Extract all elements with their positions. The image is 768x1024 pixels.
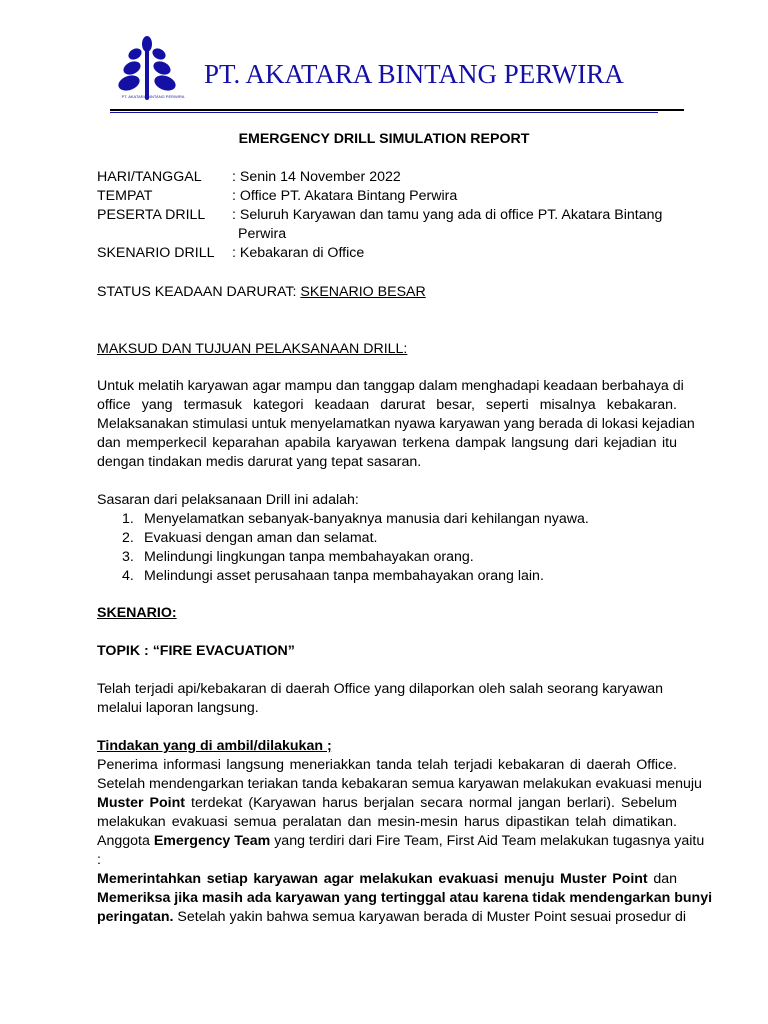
paragraph-line: Melaksanakan stimulasi untuk menyelamatkan nyawa karyawan yang berada di lokasi kejadian: [97, 416, 695, 432]
section-heading-skenario: SKENARIO:: [97, 605, 177, 621]
info-label: TEMPAT: [97, 188, 153, 204]
info-row-hari: [97, 168, 401, 188]
paragraph-text: dan: [647, 871, 677, 887]
logo-caption: PT. AKATARA BINTANG PERWIRA: [121, 94, 185, 99]
header-divider: [110, 109, 684, 111]
paragraph-line: melalui laporan langsung.: [97, 700, 259, 716]
list-text: Melindungi asset perusahaan tanpa membahayakan orang lain.: [144, 568, 544, 584]
paragraph-line: Penerima informasi langsung meneriakkan tanda telah terjadi kebakaran di daerah Office.: [97, 757, 677, 773]
paragraph-text: Setelah yakin bahwa semua karyawan berada di Muster Point sesuai prosedur di: [173, 909, 687, 925]
info-value: : Seluruh Karyawan dan tamu yang ada di office PT. Akatara Bintang: [232, 207, 663, 223]
emphasis-text: peringatan.: [97, 909, 174, 925]
paragraph-line: [97, 794, 677, 814]
paragraph-line: Telah terjadi api/kebakaran di daerah Office yang dilaporkan oleh salah seorang karyawan: [97, 681, 664, 697]
company-name: PT. AKATARA BINTANG PERWIRA: [204, 59, 624, 89]
paragraph-text: Anggota: [97, 833, 154, 849]
info-value: : Senin 14 November 2022: [232, 169, 401, 185]
list-number: 1.: [122, 511, 134, 527]
paragraph-line: dan memperkecil keparahan apabila karyawan terkena dampak langsung dari kejadian itu: [97, 435, 677, 451]
info-label: SKENARIO DRILL: [97, 245, 215, 261]
list-number: 4.: [122, 568, 134, 584]
status-line: [97, 283, 426, 303]
status-label: STATUS KEADAAN DARURAT:: [97, 284, 301, 300]
header-divider-accent: [110, 112, 658, 113]
info-row-skenario: [97, 244, 364, 264]
emphasis-text: Memerintahkan setiap karyawan agar melakukan evakuasi menuju Muster Point: [97, 871, 648, 887]
paragraph-line: [97, 908, 687, 928]
paragraph-line: Setelah mendengarkan teriakan tanda kebakaran semua karyawan melakukan evakuasi menuju: [97, 776, 702, 792]
list-item: [122, 510, 589, 530]
paragraph-line: :: [97, 852, 101, 868]
section-heading-maksud: MAKSUD DAN TUJUAN PELAKSANAAN DRILL:: [97, 341, 408, 357]
info-value: : Kebakaran di Office: [232, 245, 365, 261]
info-row-tempat: [97, 187, 457, 207]
section-heading-tindakan: Tindakan yang di ambil/dilakukan ;: [97, 738, 332, 754]
paragraph-line: office yang termasuk kategori keadaan darurat besar, seperti misalnya kebakaran.: [97, 397, 677, 413]
list-text: Menyelamatkan sebanyak-banyaknya manusia dari kehilangan nyawa.: [144, 511, 589, 527]
paragraph-line: melakukan evakuasi semua peralatan dan mesin-mesin harus dipastikan telah dimatikan.: [97, 814, 677, 830]
list-item: [122, 529, 377, 549]
list-text: Melindungi lingkungan tanpa membahayakan orang.: [144, 549, 474, 565]
paragraph-line: Memeriksa jika masih ada karyawan yang tertinggal atau karena tidak mendengarkan bunyi: [97, 890, 713, 906]
info-value-continuation: Perwira: [238, 226, 287, 242]
paragraph-line: [97, 870, 677, 890]
paragraph-text: terdekat (Karyawan harus berjalan secara normal jangan berlari). Sebelum: [185, 795, 677, 811]
list-number: 2.: [122, 530, 134, 546]
list-number: 3.: [122, 549, 134, 565]
report-title: EMERGENCY DRILL SIMULATION REPORT: [238, 131, 530, 147]
sasaran-intro: Sasaran dari pelaksanaan Drill ini adalah:: [97, 492, 359, 508]
status-value: SKENARIO BESAR: [300, 284, 426, 300]
paragraph-line: dengan tindakan medis darurat yang tepat sasaran.: [97, 454, 422, 470]
info-row-peserta: [97, 206, 662, 226]
paragraph-line: Untuk melatih karyawan agar mampu dan tanggap dalam menghadapi keadaan berbahaya di: [97, 378, 684, 394]
info-label: HARI/TANGGAL: [97, 169, 202, 185]
emphasis-text: Emergency Team: [153, 833, 271, 849]
emphasis-text: Muster Point: [97, 795, 186, 811]
topik-heading: TOPIK : “FIRE EVACUATION”: [97, 643, 295, 659]
list-item: [122, 567, 544, 587]
info-value: : Office PT. Akatara Bintang Perwira: [232, 188, 458, 204]
info-label: PESERTA DRILL: [97, 207, 206, 223]
list-text: Evakuasi dengan aman dan selamat.: [144, 530, 378, 546]
paragraph-text: yang terdiri dari Fire Team, First Aid Team melakukan tugasnya yaitu: [270, 833, 705, 849]
paragraph-line: [97, 832, 705, 852]
list-item: [122, 548, 474, 568]
